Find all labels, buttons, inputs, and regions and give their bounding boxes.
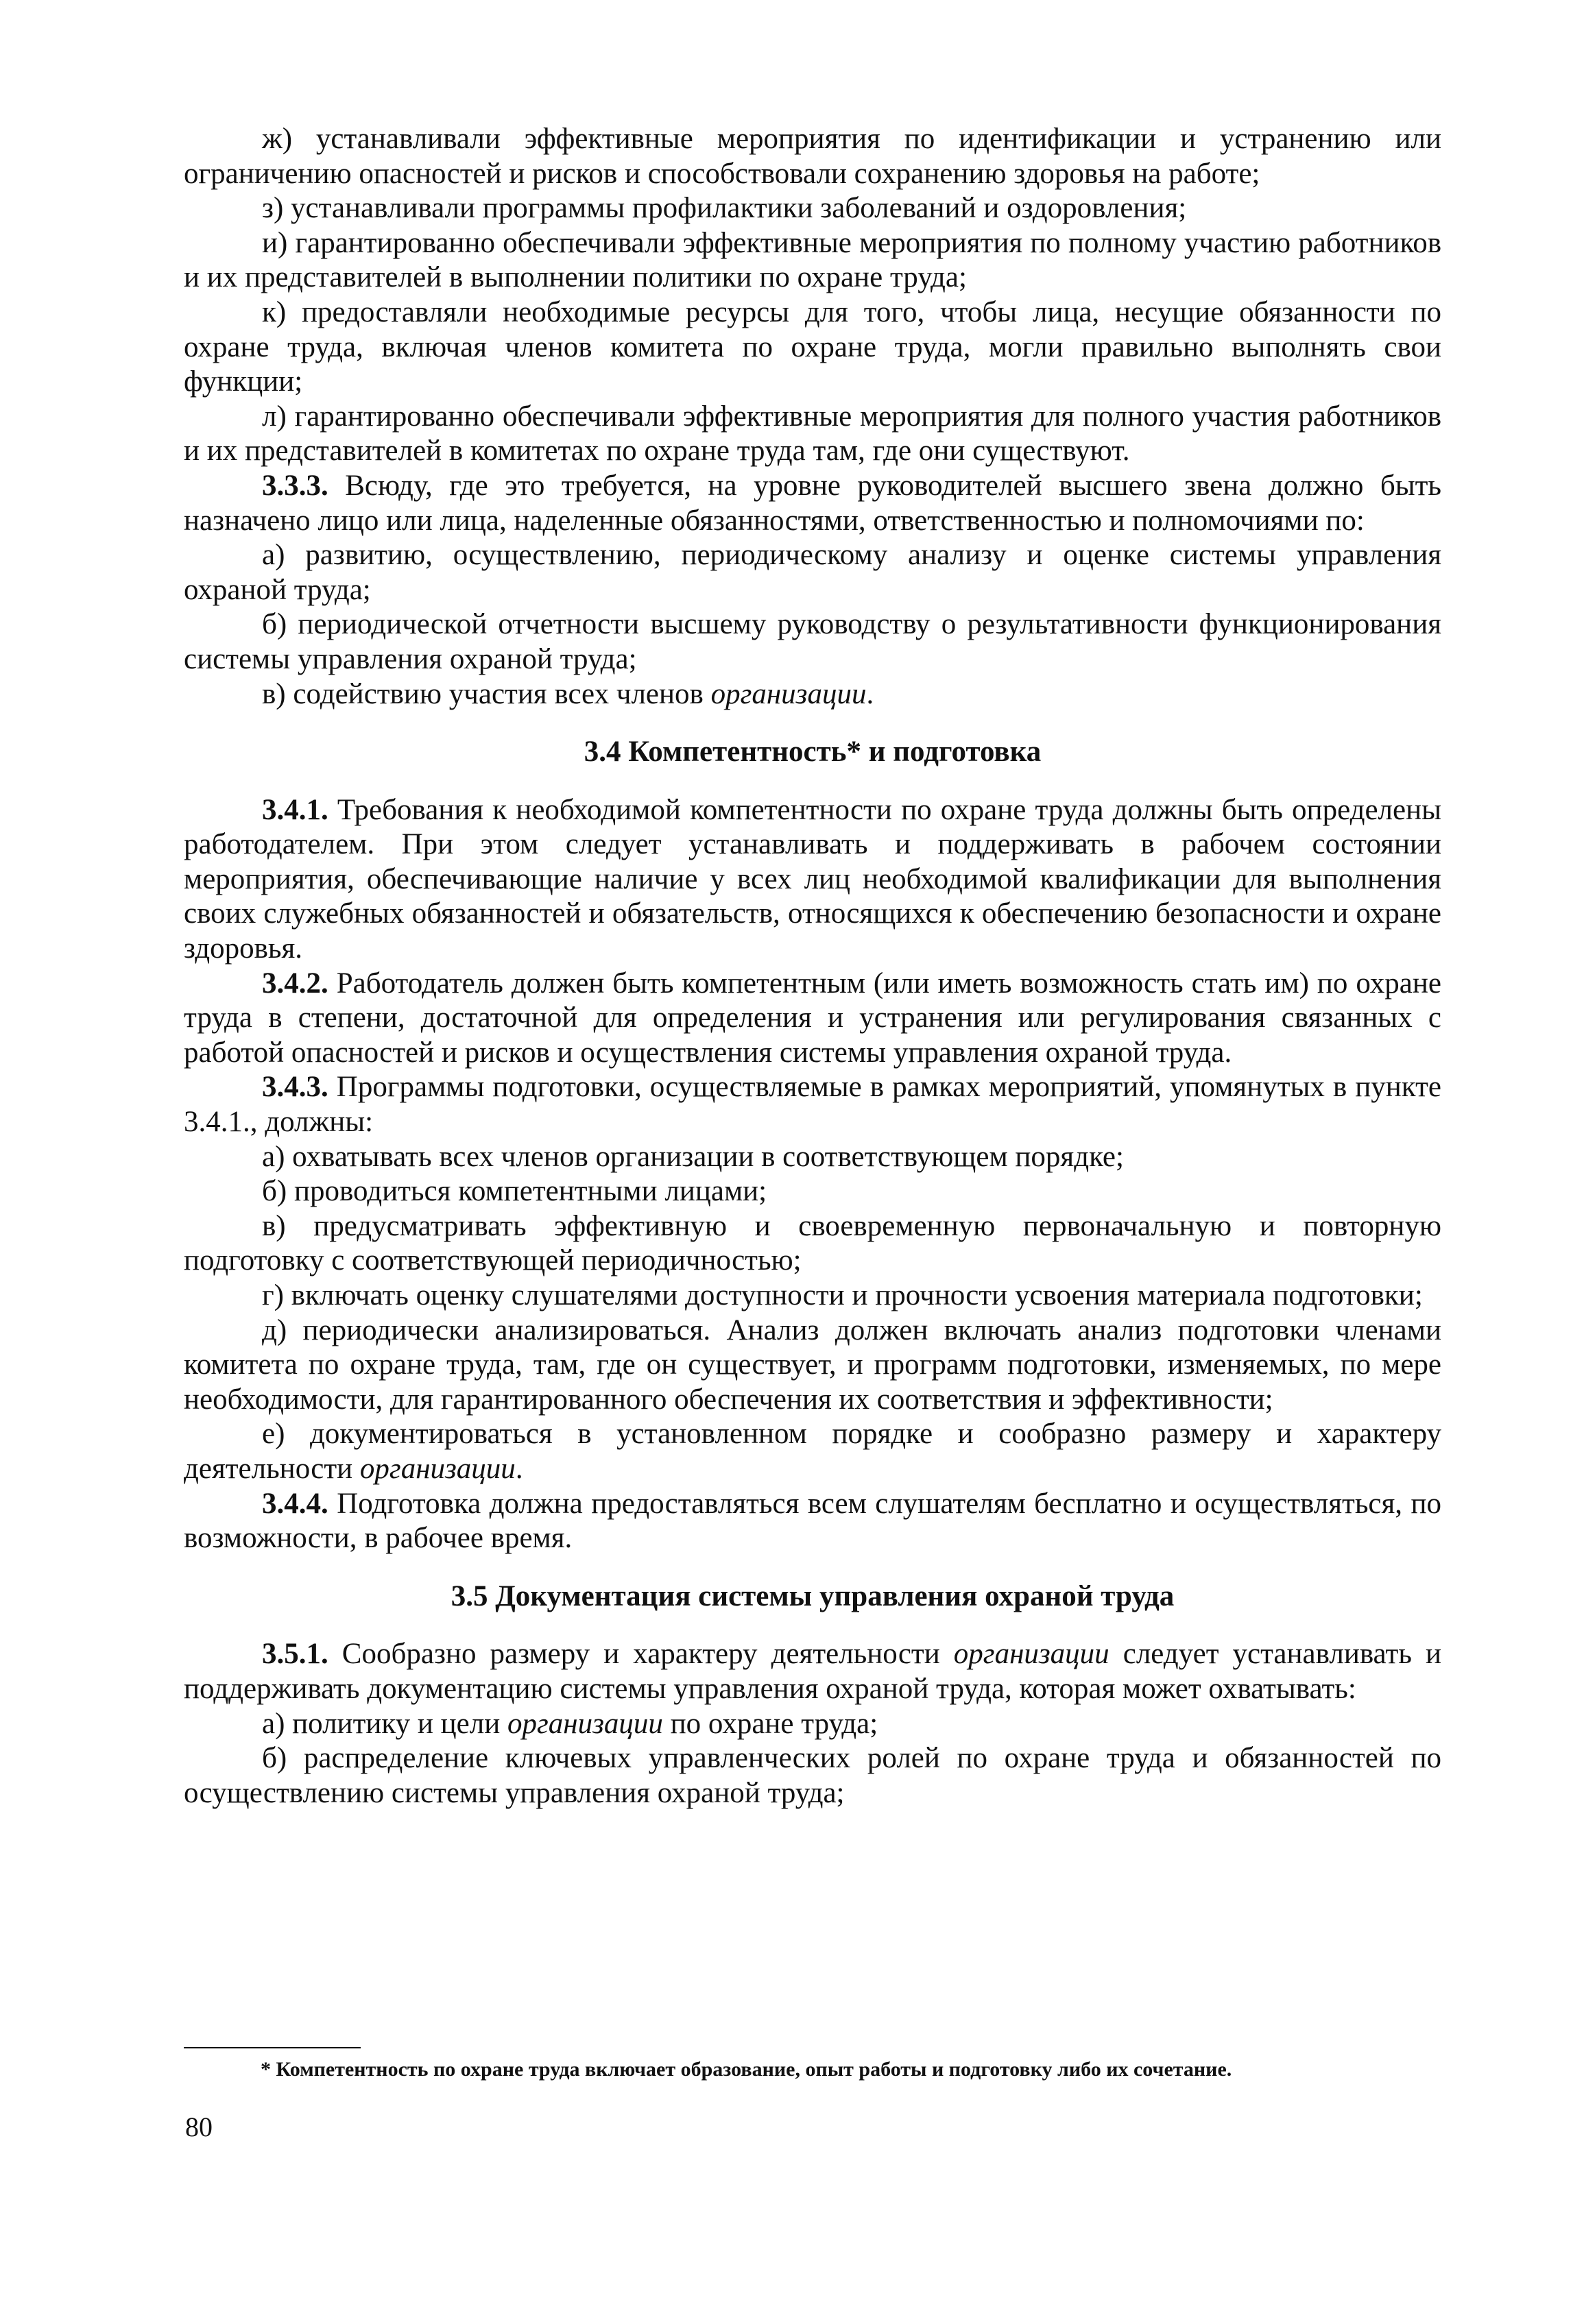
paragraph-zh: ж) устанавливали эффективные мероприятия по идентификации и устранению или ограничению опасностей и рисков и способствовали сохранению здоровья на работе; [184, 123, 1441, 190]
clause-text: Подготовка должна предоставляться всем слушателям бесплатно и осуществляться, по возможности, в рабочее время. [184, 1487, 1441, 1555]
paragraph-3-4-2 [184, 967, 1441, 1071]
paragraph-3-5-1: 3.5.1. Сообразно размеру и характеру деятельности организации следует устанавливать и поддерживать документацию системы управления охраной труда, которая может охватывать: [184, 1638, 1441, 1705]
list-item: б) распределение ключевых управленческих ролей по охране труда и обязанностей по осуществлению системы управления охраной труда; [184, 1742, 1441, 1809]
section-heading-3-4: 3.4 Компетентность* и подготовка [584, 736, 1042, 768]
list-item: б) периодической отчетности высшему руководству о результативности функционирования системы управления охраной труда; [184, 608, 1441, 675]
clause-number: 3.5.1. [262, 1638, 328, 1671]
list-item: в) предусматривать эффективную и своевременную первоначальную и повторную подготовку с соответствующей периодичностью; [184, 1209, 1441, 1277]
section-heading-3-5: 3.5 Документация системы управления охраной труда [451, 1579, 1175, 1612]
list-item: е) документироваться в установленном порядке и сообразно размеру и характеру деятельности организации. [184, 1418, 1441, 1485]
clause-text: Всюду, где это требуется, на уровне руководителей высшего звена должно быть назначено лицо или лица, наделенные обязанностями, ответственностью и полномочиями по: [184, 469, 1441, 537]
list-item: д) периодически анализироваться. Анализ должен включать анализ подготовки членами комитета по охране труда, там, где он существует, и программ подготовки, изменяемых, по мере необходимости, для гарантированного обеспечения их соответствия и эффективности; [184, 1314, 1441, 1416]
clause-text: Работодатель должен быть компетентным (или иметь возможность стать им) по охране труда в степени, достаточной для определения и устранения или регулирования связанных с работой опасностей и рисков и осуществления системы управления охраной труда. [184, 967, 1441, 1069]
list-item: в) содействию участия всех членов организации. [262, 677, 874, 710]
clause-number: 3.4.4. [262, 1487, 328, 1520]
italic-term: организации [507, 1707, 663, 1740]
italic-term: организации [953, 1638, 1109, 1671]
paragraph-3-4-4 [184, 1487, 1441, 1556]
document-body [184, 122, 1441, 1811]
clause-number: 3.4.3. [262, 1071, 328, 1104]
clause-text: Программы подготовки, осуществляемые в рамках мероприятий, упомянутых в пункте 3.4.1., должны: [184, 1071, 1441, 1139]
list-item: а) политику и цели организации по охране труда; [262, 1707, 878, 1740]
page-number: 80 [185, 2111, 213, 2142]
paragraph-k: к) предоставляли необходимые ресурсы для того, чтобы лица, несущие обязанности по охране труда, включая членов комитета по охране труда, могли правильно выполнять свои функции; [184, 295, 1441, 398]
paragraph-3-3-3 [184, 469, 1441, 538]
list-item: г) включать оценку слушателями доступности и прочности усвоения материала подготовки; [262, 1279, 1423, 1311]
clause-text: Требования к необходимой компетентности по охране труда должны быть определены работодателем. При этом следует устанавливать и поддерживать в рабочем состоянии мероприятия, обеспечивающие наличие у всех лиц необходимой квалификации для выполнения своих служебных обязанностей и обязательств, относящихся к обеспечению безопасности и охране здоровья. [184, 793, 1441, 965]
clause-number: 3.4.1. [262, 793, 328, 826]
clause-number: 3.3.3. [262, 469, 328, 502]
italic-term: организации [710, 677, 867, 710]
paragraph-3-4-3 [184, 1070, 1441, 1139]
paragraph-z: з) устанавливали программы профилактики заболеваний и оздоровления; [262, 192, 1187, 225]
list-item: б) проводиться компетентными лицами; [262, 1175, 767, 1208]
paragraph-3-4-1 [184, 793, 1441, 967]
list-item: а) развитию, осуществлению, периодическому анализу и оценке системы управления охраной труда; [184, 539, 1441, 606]
paragraph-i: и) гарантированно обеспечивали эффективные мероприятия по полному участию работников и их представителей в выполнении политики по охране труда; [184, 226, 1441, 294]
clause-number: 3.4.2. [262, 967, 328, 1000]
footnote-divider [184, 2047, 361, 2048]
paragraph-l: л) гарантированно обеспечивали эффективные мероприятия для полного участия работников и их представителей в комитетах по охране труда там, где они существуют. [184, 400, 1441, 468]
italic-term: организации [359, 1452, 516, 1485]
list-item: а) охватывать всех членов организации в соответствующем порядке; [262, 1140, 1124, 1173]
footnote: * Компетентность по охране труда включает образование, опыт работы и подготовку либо их сочетание. [261, 2058, 1232, 2081]
